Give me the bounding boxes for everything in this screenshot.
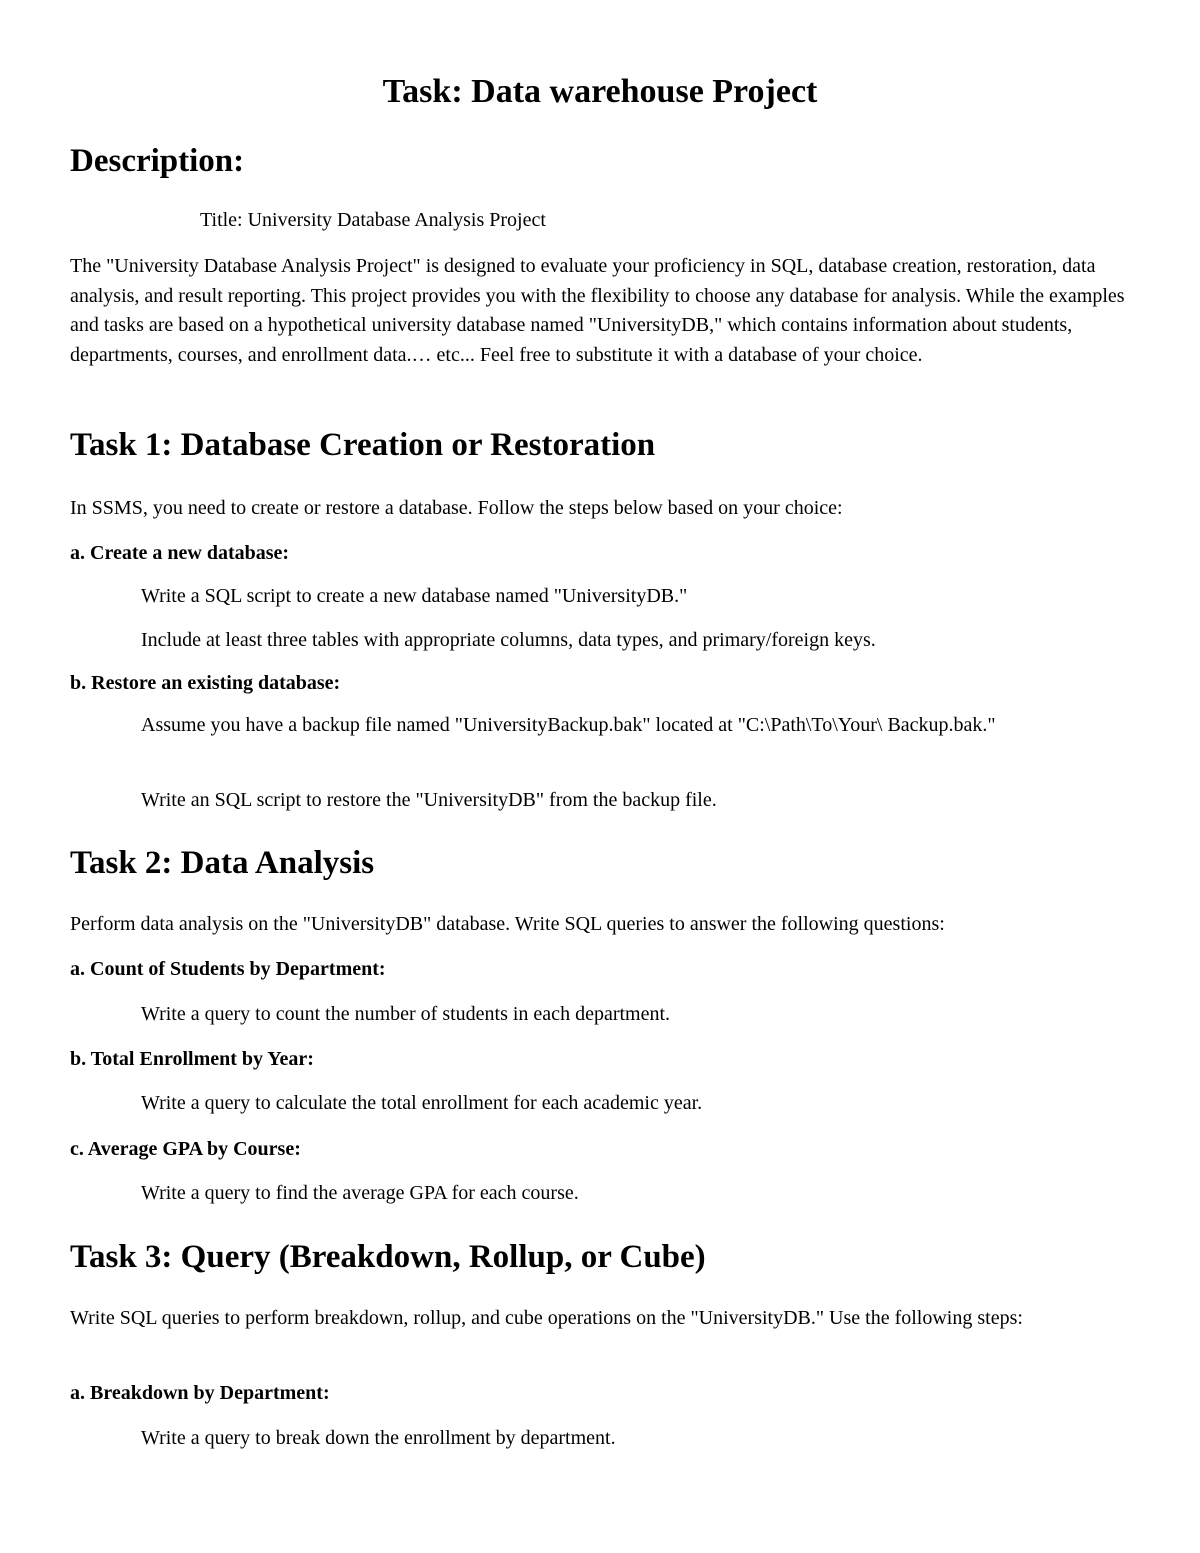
task1-b-item2: Write an SQL script to restore the "UniversityDB" from the backup file. [141, 789, 717, 811]
task1-heading: Task 1: Database Creation or Restoration [70, 427, 656, 463]
description-heading: Description: [70, 143, 245, 179]
task1-b-item1: Assume you have a backup file named "UniversityBackup.bak" located at "C:\Path\To\Your\ Backup.bak." [141, 714, 996, 736]
task2-heading: Task 2: Data Analysis [70, 845, 375, 881]
task1-a-item2: Include at least three tables with appropriate columns, data types, and primary/foreign keys. [141, 629, 876, 651]
project-title-line: Title: University Database Analysis Project [200, 209, 546, 231]
intro-paragraph: The "University Database Analysis Project" is designed to evaluate your proficiency in SQL, database creation, restoration, data analysis, and result reporting. This project provides you with the flexibility to choose any database for analysis. While the examples and tasks are based on a hypothetical university database named "UniversityDB," which contains information about students, departments, courses, and enrollment data.… etc... Feel free to substitute it with a database of your choice. [70, 255, 1125, 366]
task1-b-heading: b. Restore an existing database: [70, 672, 341, 694]
task3-intro: Write SQL queries to perform breakdown, rollup, and cube operations on the "UniversityDB." Use the following steps: [70, 1307, 1023, 1329]
task1-a-item1: Write a SQL script to create a new database named "UniversityDB." [141, 585, 688, 607]
task3-a-item: Write a query to break down the enrollment by department. [141, 1427, 616, 1449]
task2-a-item: Write a query to count the number of students in each department. [141, 1003, 671, 1025]
task1-intro: In SSMS, you need to create or restore a database. Follow the steps below based on your choice: [70, 497, 843, 519]
task2-c-item: Write a query to find the average GPA for each course. [141, 1182, 579, 1204]
task2-intro: Perform data analysis on the "UniversityDB" database. Write SQL queries to answer the following questions: [70, 913, 945, 935]
document-title: Task: Data warehouse Project [382, 73, 818, 110]
task2-a-heading: a. Count of Students by Department: [70, 958, 386, 980]
task2-b-item: Write a query to calculate the total enrollment for each academic year. [141, 1092, 703, 1114]
task2-c-heading: c. Average GPA by Course: [70, 1138, 301, 1160]
task2-b-heading: b. Total Enrollment by Year: [70, 1048, 314, 1070]
task3-a-heading: a. Breakdown by Department: [70, 1382, 330, 1404]
task1-a-heading: a. Create a new database: [70, 542, 290, 564]
task3-heading: Task 3: Query (Breakdown, Rollup, or Cube) [70, 1239, 706, 1275]
